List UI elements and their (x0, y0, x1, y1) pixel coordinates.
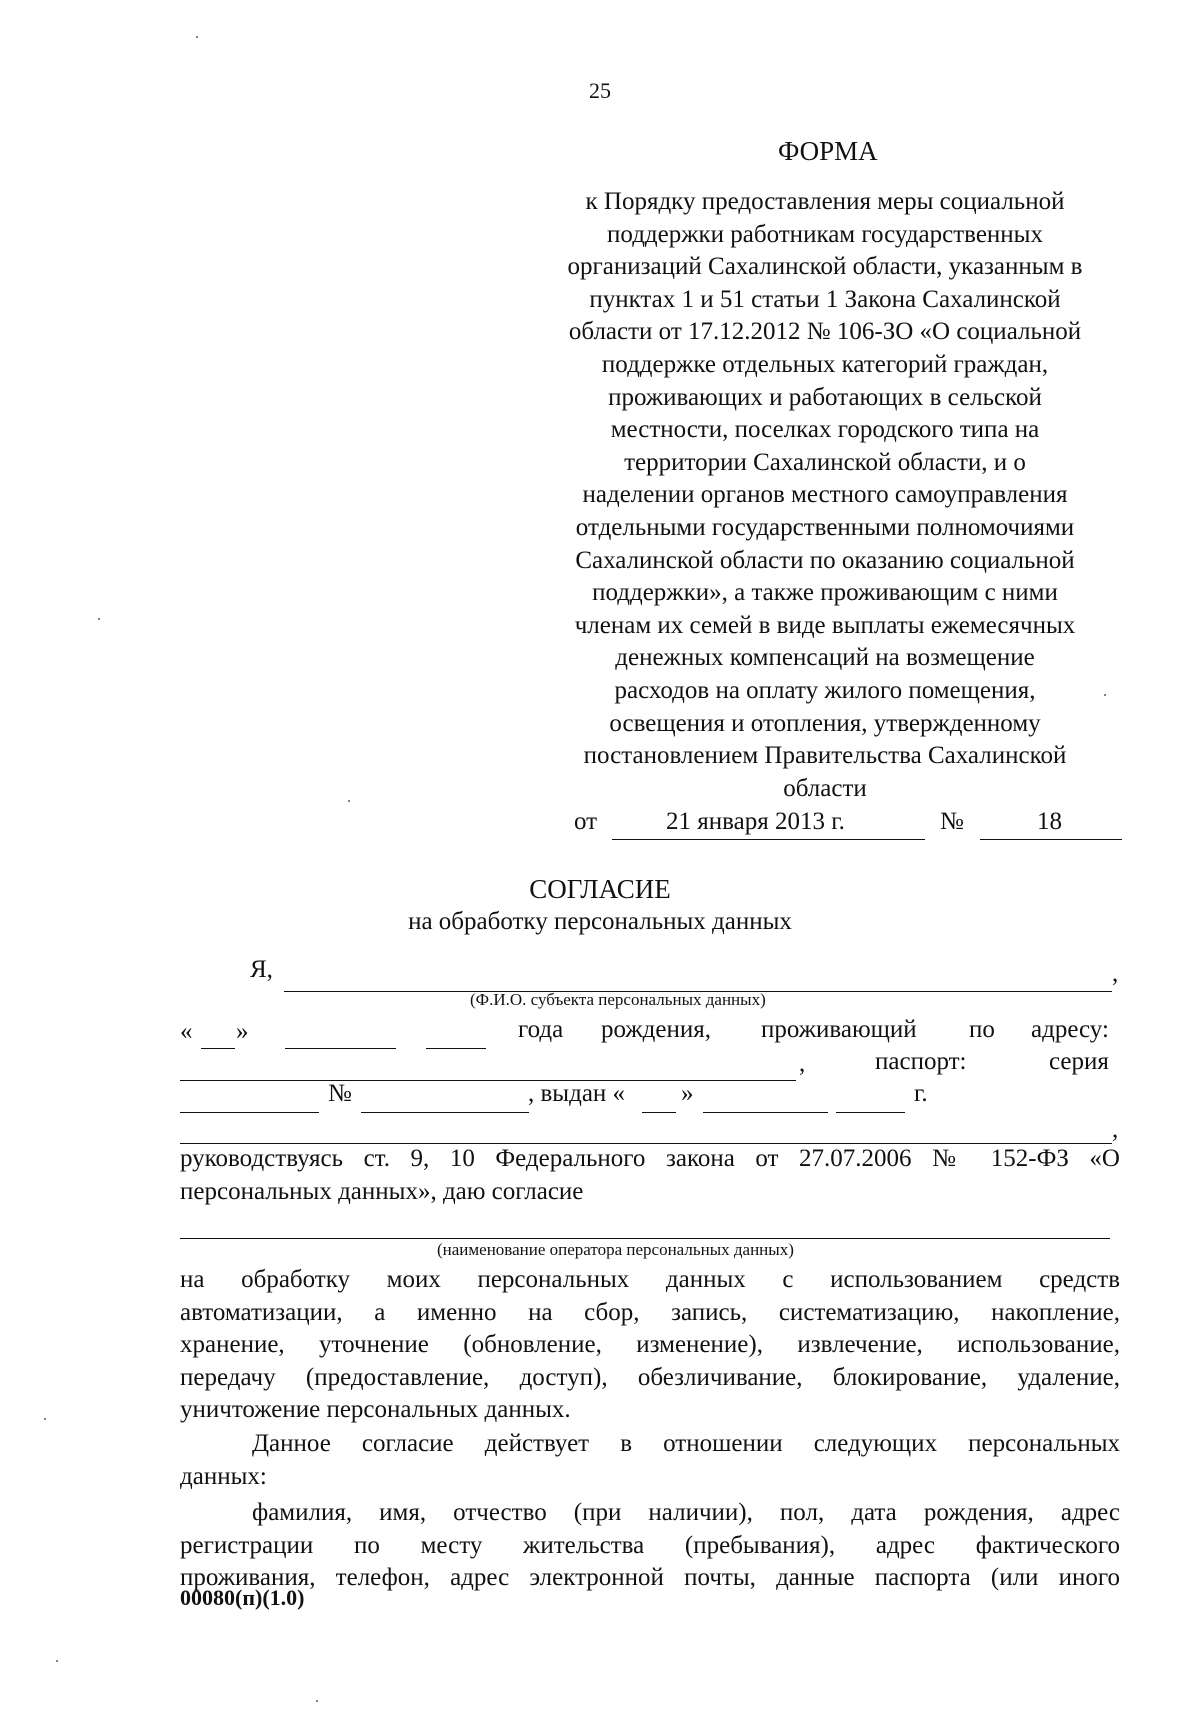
forma-line: расходов на оплату жилого помещения, (614, 676, 1036, 704)
form-code: 00080(п)(1.0) (180, 1585, 305, 1610)
birth-year-field[interactable] (426, 1018, 486, 1049)
birth-text: рождения, (601, 1016, 711, 1043)
scan-speck (56, 1660, 58, 1662)
birth-day-field[interactable] (201, 1018, 235, 1049)
issued-label: , выдан « (528, 1080, 626, 1107)
forma-line: постановлением Правительства Сахалинской (583, 742, 1067, 770)
forma-line: территории Сахалинской области, и о (624, 448, 1026, 476)
passport-label: паспорт: (875, 1048, 967, 1075)
operator-field[interactable] (180, 1208, 1110, 1239)
resolution-date: 21 января 2013 г. (666, 808, 845, 835)
forma-line: членам их семей в виде выплаты ежемесячных (574, 611, 1076, 639)
processing-line: передачу (предоставление, доступ), обезличивание, блокирование, удаление, (180, 1363, 1120, 1391)
issued-by-field[interactable] (180, 1113, 1112, 1144)
passport-series-field[interactable] (180, 1082, 319, 1113)
passport-number-field[interactable] (361, 1082, 529, 1113)
forma-line: отдельными государственными полномочиями (575, 513, 1075, 541)
issued-by-comma: , (1112, 1116, 1119, 1143)
issue-day-close-quote: » (681, 1080, 694, 1107)
processing-line: на обработку моих персональных данных с использованием средств (180, 1266, 1120, 1293)
page-number: 25 (589, 78, 611, 103)
address-field[interactable] (180, 1050, 796, 1081)
forma-line: поддержки работникам государственных (607, 220, 1043, 248)
passport-number-label: № (328, 1080, 352, 1107)
consent-title: СОГЛАСИЕ (529, 874, 671, 904)
forma-line: организаций Сахалинской области, указанным в (567, 253, 1083, 281)
processing-line: автоматизации, а именно на сбор, запись, систематизацию, накопление, (180, 1298, 1120, 1326)
operator-caption: (наименование оператора персональных данных) (437, 1240, 794, 1259)
processing-paragraph (180, 1264, 1120, 1427)
resolution-number-label: № (940, 808, 964, 835)
fio-field[interactable] (284, 957, 1112, 992)
scan-speck (1104, 694, 1106, 696)
forma-line: области (783, 774, 867, 802)
forma-line: поддержки», а также проживающим с ними (592, 579, 1058, 607)
forma-line: наделении органов местного самоуправления (582, 481, 1068, 509)
scope-paragraph (180, 1428, 1120, 1493)
forma-line: местности, поселках городского типа на (610, 416, 1040, 444)
issue-year-suffix: г. (914, 1080, 928, 1107)
forma-line: освещения и отопления, утвержденному (609, 709, 1041, 737)
birth-year-text: года (518, 1016, 564, 1043)
forma-reference-block (525, 186, 1125, 805)
fio-caption: (Ф.И.О. субъекта персональных данных) (470, 990, 766, 1009)
birth-day-close-quote: » (236, 1018, 249, 1045)
law-line: руководствуясь ст. 9, 10 Федерального закона от 27.07.2006 № 152-ФЗ «О (180, 1145, 1120, 1172)
ot-label: от (574, 808, 598, 835)
living-text: проживающий (761, 1016, 917, 1043)
scope-line: Данное согласие действует в отношении следующих персональных (252, 1430, 1120, 1457)
forma-line: к Порядку предоставления меры социальной (585, 188, 1065, 215)
data-list-paragraph (180, 1497, 1120, 1595)
forma-line: области от 17.12.2012 № 106-ЗО «О социальной (568, 318, 1082, 346)
forma-line: Сахалинской области по оказанию социальной (575, 546, 1075, 574)
scan-speck (196, 36, 198, 38)
forma-line: поддержке отдельных категорий граждан, (601, 350, 1049, 378)
forma-line: денежных компенсаций на возмещение (615, 644, 1035, 672)
forma-line: пунктах 1 и 51 статьи 1 Закона Сахалинской (589, 285, 1061, 313)
law-line: персональных данных», даю согласие (180, 1177, 584, 1205)
scope-line: данных: (180, 1462, 267, 1490)
birth-month-field[interactable] (285, 1018, 396, 1049)
address-comma: , (799, 1050, 806, 1077)
address-label: адресу: (1031, 1016, 1109, 1043)
forma-line: проживающих и работающих в сельской (608, 383, 1042, 411)
series-label: серия (1049, 1048, 1109, 1075)
scan-speck (316, 1700, 318, 1702)
scan-speck (348, 800, 350, 802)
data-line: проживания, телефон, адрес электронной почты, данные паспорта (или иного (180, 1564, 1120, 1592)
resolution-number: 18 (1037, 808, 1062, 835)
data-line: регистрации по месту жительства (пребывания), адрес фактического (180, 1531, 1120, 1559)
issue-month-field[interactable] (703, 1082, 828, 1113)
fio-comma: , (1112, 960, 1119, 987)
scan-speck (98, 618, 100, 620)
processing-line: хранение, уточнение (обновление, изменение), извлечение, использование, (180, 1331, 1120, 1359)
consent-subtitle: на обработку персональных данных (408, 908, 792, 935)
law-paragraph (180, 1143, 1120, 1208)
scan-speck (44, 1418, 46, 1420)
birth-day-open-quote: « (180, 1018, 193, 1045)
issue-year-field[interactable] (836, 1082, 905, 1113)
forma-title: ФОРМА (778, 136, 878, 166)
ya-label: Я, (250, 956, 273, 983)
po-text: по (969, 1016, 995, 1043)
data-line: фамилия, имя, отчество (при наличии), пол, дата рождения, адрес (252, 1499, 1120, 1526)
issue-day-field[interactable] (642, 1082, 676, 1113)
processing-line: уничтожение персональных данных. (180, 1396, 571, 1424)
